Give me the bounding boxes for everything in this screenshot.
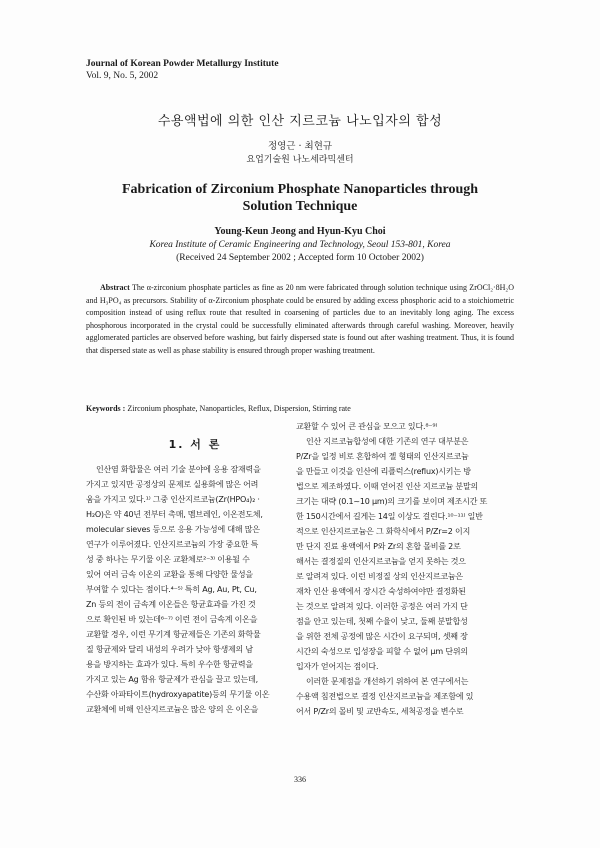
body-text-line: 법으로 제조하였다. 이때 얻어진 인산 지르코늄 분말의: [296, 482, 479, 491]
page-number: 336: [294, 775, 306, 784]
body-text-line: 질 항균제와 달리 내성의 우려가 낮아 항생제의 남: [86, 645, 253, 654]
body-column-right: [296, 419, 514, 719]
body-text-line: 교환할 수 있어 큰 관심을 모으고 있다.⁸⁻⁹⁾: [296, 422, 438, 431]
journal-header: [86, 58, 279, 82]
journal-name: Journal of Korean Powder Metallurgy Institute: [86, 59, 279, 69]
body-text-line: 만 단지 진료 용액에서 P와 Zr의 혼합 몰비를 2로: [296, 542, 461, 551]
abstract: [86, 282, 514, 357]
body-text-line: 해서는 결정질의 인산지르코늄을 얻지 못하는 것으: [296, 557, 466, 566]
body-text-line: 으로 확인된 바 있는데⁶⁻⁷⁾ 이런 전이 금속계 이온을: [86, 615, 258, 624]
body-text-line: 가지고 있는 Ag 함유 항균제가 관심을 끌고 있는데,: [86, 675, 258, 684]
body-text-line: 는 것으로 알려져 있다. 이러한 공정은 여러 가지 단: [296, 602, 468, 611]
body-text-line: 적으로 인산지르코늄은 그 화학식에서 P/Zr=2 이지: [296, 527, 471, 536]
keywords: [86, 404, 514, 413]
body-text-line: 이러한 문제점을 개선하기 위하여 본 연구에서는: [306, 677, 469, 686]
body-text-line: 입자가 얻어지는 점이다.: [296, 662, 379, 671]
body-text-line: 성 중 하나는 무기물 이온 교환체로²⁻³⁾ 이용될 수: [86, 555, 250, 564]
journal-volume: Vol. 9, No. 5, 2002: [86, 71, 159, 81]
korean-authors: 정영근 · 최현규: [267, 141, 333, 152]
body-text-line: 있어 여러 금속 이온의 교환을 통해 다양한 물성을: [86, 570, 253, 579]
body-text-line: 움을 가지고 있다.¹⁾ 그중 인산지르코늄(Zr(HPO₄)₂ ·: [86, 495, 260, 504]
body-text-line: 재차 인산 용액에서 장시간 숙성하여야만 결정화된: [296, 587, 466, 596]
english-title-line1: Fabrication of Zirconium Phosphate Nanoparticles through: [121, 182, 479, 197]
body-text-line: 을 위한 전체 공정에 많은 시간이 요구되며, 셋째 장: [296, 632, 468, 641]
english-title-line2: Solution Technique: [242, 199, 358, 214]
english-title: [0, 181, 600, 215]
body-text-line: H₂O)은 약 40년 전부터 촉매, 멤브레인, 이온전도체,: [86, 510, 263, 519]
body-text-line: 수산화 아파타이트(hydroxyapatite)등의 무기물 이온: [86, 690, 270, 699]
korean-affiliation: 요업기술원 나노세라믹센터: [246, 155, 354, 165]
keywords-label: Keywords :: [86, 404, 126, 413]
body-text-line: molecular sieves 등으로 응용 가능성에 대해 많은: [86, 525, 260, 534]
body-text-line: 교환할 경우, 이런 무기계 항균제들은 기존의 화학물: [86, 630, 261, 639]
body-text-line: Zn 등의 전이 금속계 이온들은 항균효과를 가진 것: [86, 600, 256, 609]
body-text-line: P/Zr을 일정 비로 혼합하여 젤 형태의 인산지르코늄: [296, 452, 469, 461]
received-dates: (Received 24 September 2002 ; Accepted form 10 October 2002): [176, 253, 424, 263]
keywords-text: Zirconium phosphate, Nanoparticles, Reflux, Dispersion, Stirring rate: [127, 404, 351, 413]
body-text-line: 부여할 수 있다는 점이다.⁴⁻⁵⁾ 특히 Ag, Au, Pt, Cu,: [86, 585, 257, 594]
body-text-line: 인산염 화합물은 여러 기술 분야에 응용 잠재력을: [96, 465, 261, 474]
english-authors: Young-Keun Jeong and Hyun-Kyu Choi: [214, 226, 386, 237]
body-text-line: 수용액 침전법으로 결정 인산지르코늄을 제조함에 있: [296, 692, 474, 701]
english-affiliation: Korea Institute of Ceramic Engineering and Technology, Seoul 153-801, Korea: [149, 240, 451, 250]
body-text-line: 인산 지르코늄합성에 대한 기존의 연구 대부분은: [306, 437, 469, 446]
body-text-line: 연구가 이루어졌다. 인산지르코늄의 가장 중요한 특: [86, 540, 259, 549]
body-text-line: 을 만들고 이것을 인산에 리플럭스(reflux)시키는 방: [296, 467, 471, 476]
section-heading-introduction: 1. 서 론: [168, 438, 222, 451]
body-text-line: 로 알려져 있다. 이런 비정질 상의 인산지르코늄은: [296, 572, 463, 581]
korean-title: 수용액법에 의한 인산 지르코늄 나노입자의 합성: [157, 114, 443, 129]
body-column-left: [86, 462, 304, 717]
abstract-label: Abstract: [100, 283, 130, 292]
body-text-line: 크기는 대략 (0.1~10 μm)의 크기를 보이며 제조시간 또: [296, 497, 488, 506]
abstract-text: The α-zirconium phosphate particles as fine as 20 nm were fabricated through solution technique using ZrOCl₂·8H₂O and H₃PO₄ as precursors. Stability of α-Zirconium phosphate could be ensured by adding excess phosphoric acid to a stoichiometric composition instead of using reflux route that resulted in coarsening of particles due to an inevitably long aging. The excess phosphorous incorporated in the crystal could be successfully eliminated afterwards through careful washing. Moreover, heavily agglomerated particles are observed before washing, but fairly dispersed state is found out after washing treatment. Thus, it is found that dispersed state as well as phase stability is ensured through proper washing treatment.: [86, 283, 514, 355]
body-text-line: 용을 방지하는 효과가 있다. 특히 우수한 항균력을: [86, 660, 253, 669]
body-text-line: 점을 안고 있는데, 첫째 수율이 낮고, 둘째 분말합성: [296, 617, 468, 626]
body-text-line: 한 150시간에서 길게는 14일 이상도 걸린다.¹⁰⁻¹¹⁾ 일반: [296, 512, 483, 521]
body-text-line: 어서 P/Zr의 몰비 및 교반속도, 세척공정을 변수로: [296, 707, 464, 716]
body-text-line: 시간의 숙성으로 입성장을 피할 수 없어 μm 단위의: [296, 647, 468, 656]
body-text-line: 교환체에 비해 인산지르코늄은 많은 양의 은 이온을: [86, 705, 259, 714]
body-text-line: 가지고 있지만 공정상의 문제로 실용화에 많은 어려: [86, 480, 259, 489]
